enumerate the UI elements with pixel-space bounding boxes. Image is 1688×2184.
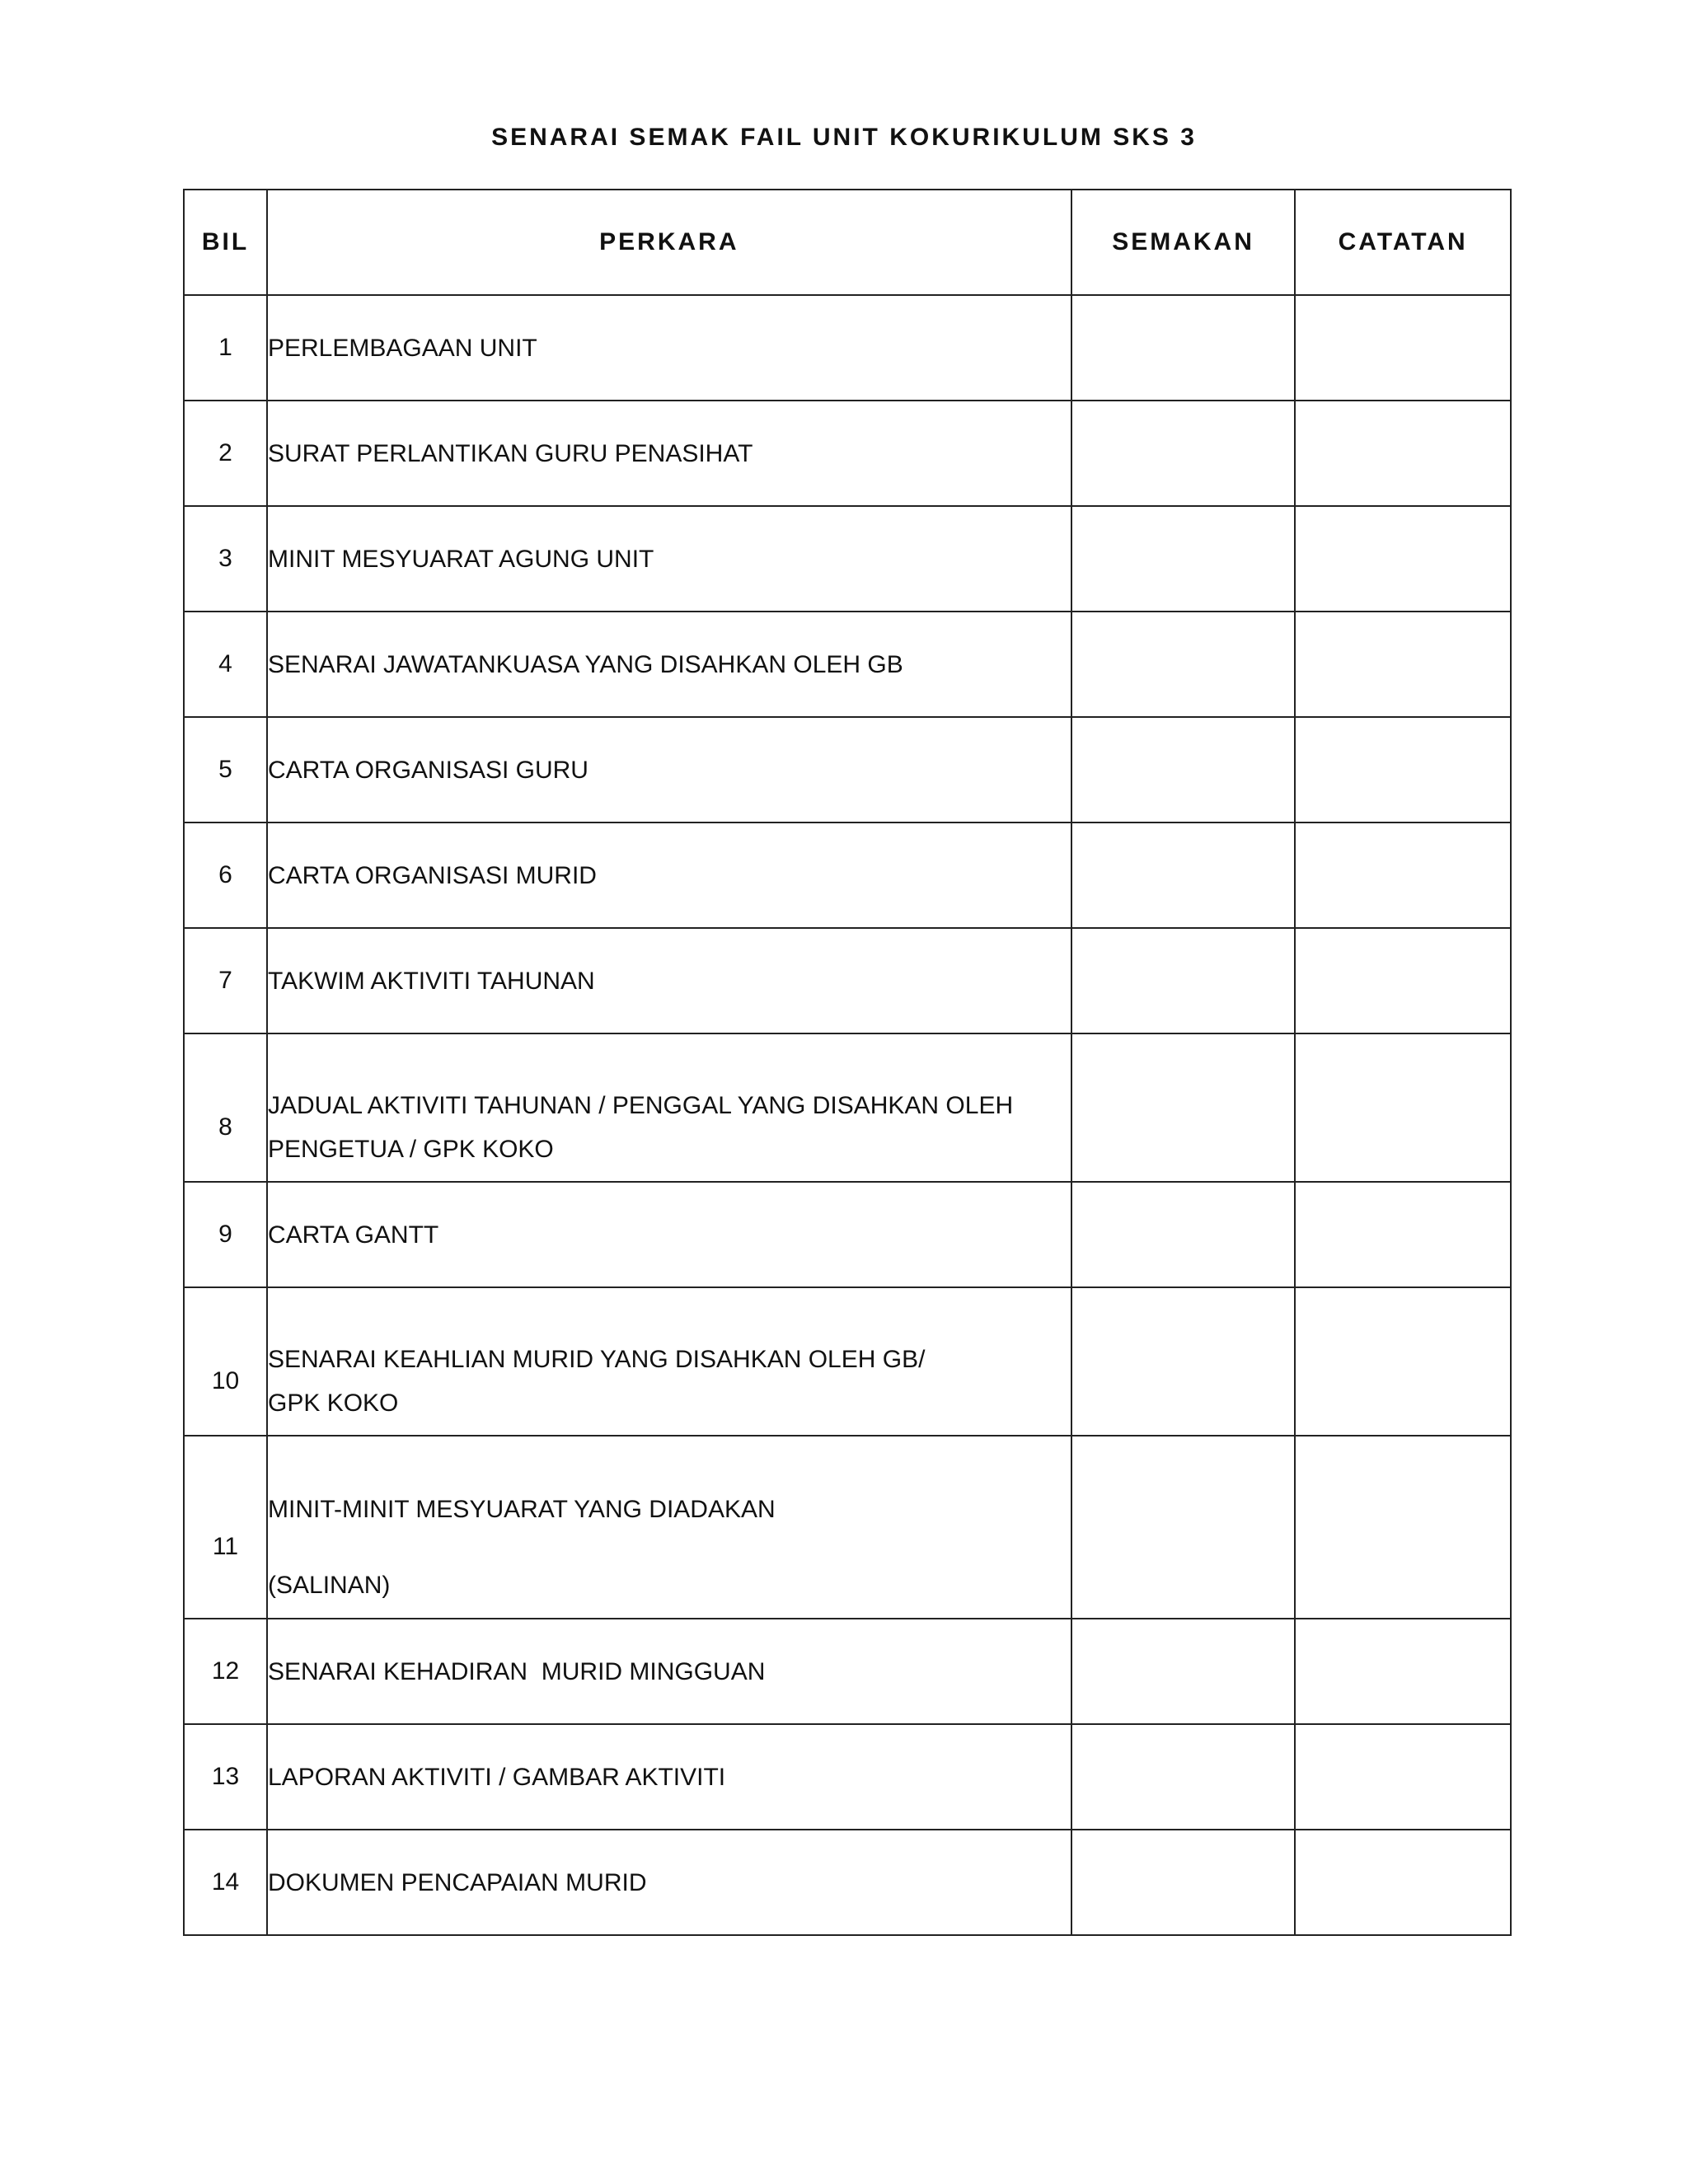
catatan-cell[interactable] bbox=[1295, 1724, 1511, 1830]
catatan-cell[interactable] bbox=[1295, 612, 1511, 717]
header-bil: BIL bbox=[184, 190, 267, 295]
catatan-cell[interactable] bbox=[1295, 506, 1511, 612]
row-item: TAKWIM AKTIVITI TAHUNAN bbox=[267, 928, 1071, 1033]
row-number: 5 bbox=[184, 717, 267, 823]
row-number: 3 bbox=[184, 506, 267, 612]
row-item-text: SENARAI KEAHLIAN MURID YANG DISAHKAN OLEH GB/ GPK KOKO bbox=[268, 1346, 926, 1417]
row-number: 9 bbox=[184, 1182, 267, 1287]
row-number bbox=[184, 1287, 267, 1436]
table-row bbox=[184, 1182, 1511, 1287]
table-row bbox=[184, 506, 1511, 612]
catatan-cell[interactable] bbox=[1295, 1182, 1511, 1287]
row-item-note: (SALINAN) bbox=[268, 1571, 391, 1599]
table-row bbox=[184, 1619, 1511, 1724]
semakan-cell[interactable] bbox=[1071, 928, 1296, 1033]
row-item-text: MINIT-MINIT MESYUARAT YANG DIADAKAN bbox=[268, 1495, 776, 1523]
table-row bbox=[184, 612, 1511, 717]
semakan-cell[interactable] bbox=[1071, 717, 1296, 823]
row-number: 7 bbox=[184, 928, 267, 1033]
table-row bbox=[184, 823, 1511, 928]
row-number-text: 11 bbox=[212, 1533, 239, 1560]
row-number: 13 bbox=[184, 1724, 267, 1830]
table-row bbox=[184, 295, 1511, 401]
row-number-text: 8 bbox=[218, 1113, 232, 1141]
table-row bbox=[184, 928, 1511, 1033]
table-row bbox=[184, 1436, 1511, 1619]
row-item bbox=[267, 1287, 1071, 1436]
row-number: 2 bbox=[184, 401, 267, 506]
semakan-cell[interactable] bbox=[1071, 1724, 1296, 1830]
row-number: 4 bbox=[184, 612, 267, 717]
catatan-cell[interactable] bbox=[1295, 1619, 1511, 1724]
table-row bbox=[184, 1830, 1511, 1935]
semakan-cell[interactable] bbox=[1071, 1033, 1296, 1182]
semakan-cell[interactable] bbox=[1071, 506, 1296, 612]
table-row bbox=[184, 717, 1511, 823]
row-number bbox=[184, 1436, 267, 1619]
semakan-cell[interactable] bbox=[1071, 1182, 1296, 1287]
table-row bbox=[184, 1724, 1511, 1830]
row-item bbox=[267, 1436, 1071, 1619]
table-row bbox=[184, 401, 1511, 506]
row-item: CARTA ORGANISASI MURID bbox=[267, 823, 1071, 928]
table-header-row bbox=[184, 190, 1511, 295]
row-number: 1 bbox=[184, 295, 267, 401]
row-item: SURAT PERLANTIKAN GURU PENASIHAT bbox=[267, 401, 1071, 506]
header-catatan: CATATAN bbox=[1295, 190, 1511, 295]
row-item: PERLEMBAGAAN UNIT bbox=[267, 295, 1071, 401]
row-number-text: 10 bbox=[211, 1367, 240, 1394]
semakan-cell[interactable] bbox=[1071, 401, 1296, 506]
catatan-cell[interactable] bbox=[1295, 1287, 1511, 1436]
row-item: SENARAI JAWATANKUASA YANG DISAHKAN OLEH GB bbox=[267, 612, 1071, 717]
row-item: CARTA ORGANISASI GURU bbox=[267, 717, 1071, 823]
row-number: 6 bbox=[184, 823, 267, 928]
catatan-cell[interactable] bbox=[1295, 928, 1511, 1033]
checklist-table bbox=[183, 189, 1512, 1936]
catatan-cell[interactable] bbox=[1295, 401, 1511, 506]
row-item: LAPORAN AKTIVITI / GAMBAR AKTIVITI bbox=[267, 1724, 1071, 1830]
table-row bbox=[184, 1287, 1511, 1436]
row-number bbox=[184, 1033, 267, 1182]
row-item-text: JADUAL AKTIVITI TAHUNAN / PENGGAL YANG DISAHKAN OLEH PENGETUA / GPK KOKO bbox=[268, 1092, 1014, 1163]
row-item: DOKUMEN PENCAPAIAN MURID bbox=[267, 1830, 1071, 1935]
row-number: 14 bbox=[184, 1830, 267, 1935]
semakan-cell[interactable] bbox=[1071, 1830, 1296, 1935]
semakan-cell[interactable] bbox=[1071, 612, 1296, 717]
row-item bbox=[267, 1033, 1071, 1182]
semakan-cell[interactable] bbox=[1071, 1287, 1296, 1436]
semakan-cell[interactable] bbox=[1071, 823, 1296, 928]
row-item: SENARAI KEHADIRAN MURID MINGGUAN bbox=[267, 1619, 1071, 1724]
semakan-cell[interactable] bbox=[1071, 295, 1296, 401]
table-row bbox=[184, 1033, 1511, 1182]
header-semakan: SEMAKAN bbox=[1071, 190, 1296, 295]
semakan-cell[interactable] bbox=[1071, 1436, 1296, 1619]
catatan-cell[interactable] bbox=[1295, 823, 1511, 928]
document-title: SENARAI SEMAK FAIL UNIT KOKURIKULUM SKS 3 bbox=[491, 124, 1197, 151]
row-item: CARTA GANTT bbox=[267, 1182, 1071, 1287]
catatan-cell[interactable] bbox=[1295, 295, 1511, 401]
catatan-cell[interactable] bbox=[1295, 1436, 1511, 1619]
header-perkara: PERKARA bbox=[267, 190, 1071, 295]
catatan-cell[interactable] bbox=[1295, 717, 1511, 823]
catatan-cell[interactable] bbox=[1295, 1033, 1511, 1182]
row-item: MINIT MESYUARAT AGUNG UNIT bbox=[267, 506, 1071, 612]
catatan-cell[interactable] bbox=[1295, 1830, 1511, 1935]
row-number: 12 bbox=[184, 1619, 267, 1724]
semakan-cell[interactable] bbox=[1071, 1619, 1296, 1724]
